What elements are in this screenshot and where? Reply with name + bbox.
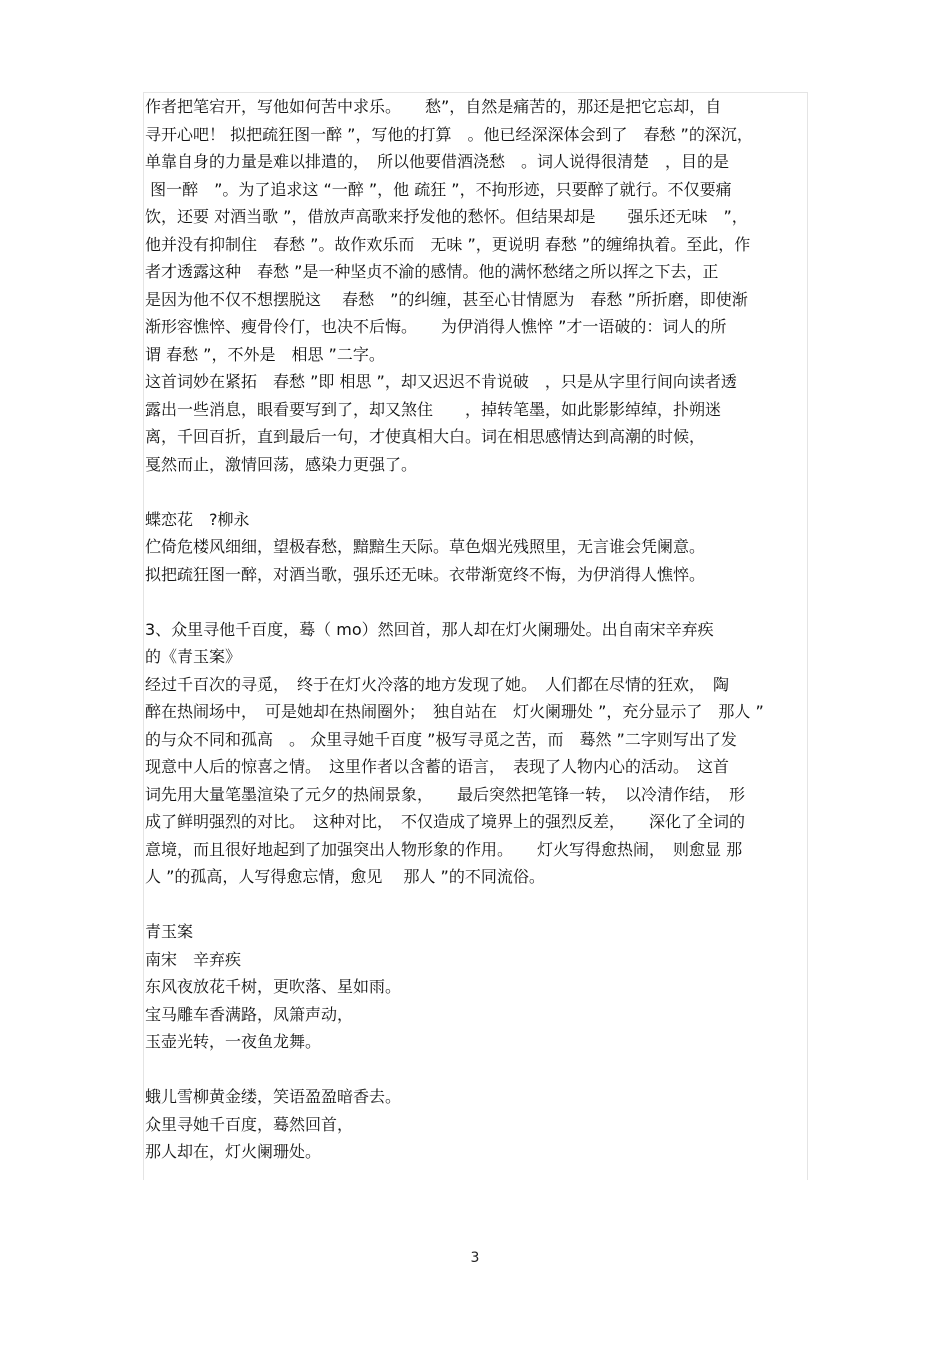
text-line: 图一醉 ”。为了追求这 “一醉 ”，他 疏狂 ”，不拘形迹，只要醉了就行。不仅要痛	[145, 179, 732, 199]
paragraph-gap	[145, 478, 810, 506]
text-block	[145, 93, 810, 478]
text-line: 饮，还要 对酒当歌 ”，借放声高歌来抒发他的愁怀。但结果却是 强乐还无味 ”，	[145, 207, 748, 226]
text-line: 这首词妙在紧拓 春愁 ”即 相思 ”，却又迟迟不肯说破 ，只是从字里行间向读者透	[145, 372, 737, 391]
text-line: 是因为他不仅不想摆脱这 春愁 ”的纠缠，甚至心甘情愿为 春愁 ”所折磨，即使渐	[145, 289, 748, 309]
text-line: 蝶恋花 ?柳永	[145, 509, 250, 529]
text-line: 露出一些消息，眼看要写到了，却又煞住 ，掉转笔墨，如此影影绰绰，扑朔迷	[145, 399, 722, 419]
text-line: 作者把笔宕开，写他如何苦中求乐。 愁”，自然是痛苦的，那还是把它忘却，自	[145, 97, 722, 116]
text-line: 的与众不同和孤高 。 众里寻她千百度 ”极写寻觅之苦，而 蓦然 ”二字则写出了发	[145, 729, 737, 749]
paragraph-gap	[145, 1056, 810, 1084]
document-body	[145, 93, 810, 1166]
text-line: 人 ”的孤高，人写得愈忘情，愈见 那人 ”的不同流俗。	[145, 867, 545, 886]
text-line: 东风夜放花千树，更吹落、星如雨。	[145, 977, 402, 996]
text-line: 拟把疏狂图一醉，对酒当歌，强乐还无味。衣带渐宽终不悔，为伊消得人憔悴。	[145, 564, 706, 584]
page-frame-left	[143, 92, 144, 1180]
text-line: 伫倚危楼风细细，望极春愁，黯黯生天际。草色烟光残照里，无言谁会凭阑意。	[145, 537, 706, 556]
text-line: 醉在热闹场中， 可是她却在热闹圈外； 独自站在 灯火阑珊处 ”，充分显示了 那人 ”	[145, 702, 764, 721]
text-line: 渐形容憔悴、瘦骨伶仃，也决不后悔。 为伊消得人憔悴 ”才一语破的：词人的所	[145, 317, 727, 336]
text-line: 寻开心吧！ 拟把疏狂图一醉 ”，写他的打算 。他已经深深体会到了 春愁 ”的深沉，	[145, 124, 753, 144]
text-line: 玉壶光转，一夜鱼龙舞。	[145, 1032, 322, 1051]
text-line: 经过千百次的寻觅， 终于在灯火冷落的地方发现了她。 人们都在尽情的狂欢， 陶	[145, 674, 730, 694]
text-line: 的《青玉案》	[145, 647, 242, 666]
paragraph-gap	[145, 588, 810, 616]
text-line: 谓 春愁 ”，不外是 相思 ”二字。	[145, 344, 385, 364]
text-line: 众里寻她千百度，蓦然回首，	[145, 1114, 354, 1134]
text-line: 那人却在，灯火阑珊处。	[145, 1142, 322, 1161]
text-block	[145, 1083, 810, 1166]
text-line: 戛然而止，激情回荡，感染力更强了。	[145, 454, 418, 474]
text-block	[145, 918, 810, 1056]
text-line: 宝马雕车香满路，凤箫声动，	[145, 1004, 354, 1024]
text-line: 南宋 辛弃疾	[145, 949, 242, 969]
text-line: 词先用大量笔墨渲染了元夕的热闹景象， 最后突然把笔锋一转， 以冷清作结， 形	[145, 784, 746, 804]
text-line: 成了鲜明强烈的对比。 这种对比， 不仅造成了境界上的强烈反差， 深化了全词的	[145, 812, 746, 831]
paragraph-gap	[145, 891, 810, 919]
text-line: 意境，而且很好地起到了加强突出人物形象的作用。 灯火写得愈热闹， 则愈显 那	[145, 839, 743, 859]
text-line: 3、众里寻他千百度，蓦（ mo）然回首，那人却在灯火阑珊处。出自南宋辛弃疾	[145, 619, 714, 639]
text-line: 者才透露这种 春愁 ”是一种坚贞不渝的感情。他的满怀愁绪之所以挥之下去，正	[145, 262, 719, 281]
text-block	[145, 616, 810, 891]
text-block	[145, 506, 810, 589]
text-line: 青玉案	[145, 922, 194, 941]
text-line: 离，千回百折，直到最后一句，才使真相大白。词在相思感情达到高潮的时候，	[145, 427, 706, 446]
text-line: 单靠自身的力量是难以排遣的， 所以他要借酒浇愁 。词人说得很清楚 ，目的是	[145, 152, 730, 171]
text-line: 他并没有抑制住 春愁 ”。故作欢乐而 无味 ”，更说明 春愁 ”的缠绵执着。至此，作	[145, 234, 751, 254]
text-line: 现意中人后的惊喜之情。 这里作者以含蓄的语言， 表现了人物内心的活动。 这首	[145, 757, 730, 776]
text-line: 蛾儿雪柳黄金缕，笑语盈盈暗香去。	[145, 1087, 402, 1106]
page-number: 3	[470, 1250, 480, 1266]
